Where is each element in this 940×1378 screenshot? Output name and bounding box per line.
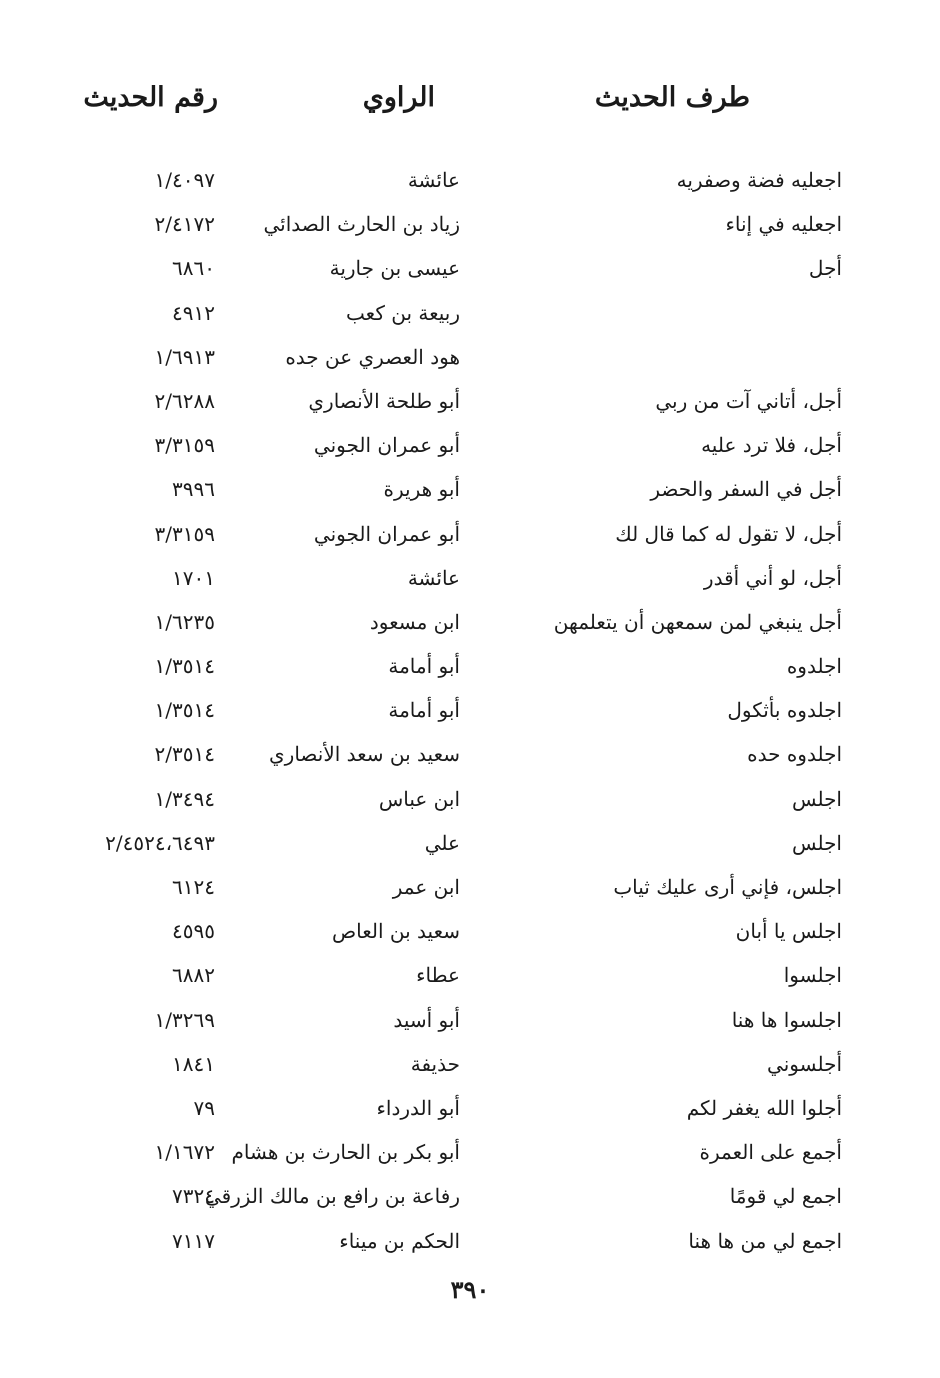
narrator: ابن مسعود	[369, 609, 460, 634]
table-row	[0, 1044, 940, 1088]
page-number: ٣٩٠	[450, 1275, 490, 1304]
narrator: أبو أسيد	[393, 1007, 460, 1032]
narrator: سعيد بن سعد الأنصاري	[269, 742, 460, 767]
hadith-text: أجل، لا تقول له كما قال لك	[615, 521, 842, 546]
table-row	[0, 734, 940, 778]
narrator: عائشة	[407, 565, 460, 590]
narrator: سعيد بن العاص	[331, 919, 460, 944]
narrator: أبو أمامة	[388, 698, 460, 723]
table-row	[0, 425, 940, 469]
narrator: هود العصري عن جده	[285, 344, 460, 369]
hadith-text: أجلوا الله يغفر لكم	[686, 1095, 842, 1120]
table-row	[0, 690, 940, 734]
hadith-number: ٣/٣١٥٩	[154, 433, 215, 458]
table-row	[0, 204, 940, 248]
table-row	[0, 1176, 940, 1220]
narrator: عطاء	[416, 963, 460, 988]
hadith-number: ١/٦٢٣٥	[154, 609, 215, 634]
hadith-text: أجل	[808, 256, 842, 281]
table-row	[0, 1221, 940, 1265]
hadith-text: اجلدوه	[786, 654, 842, 679]
hadith-number: ٧١١٧	[172, 1228, 215, 1253]
narrator: زياد بن الحارث الصدائي	[263, 212, 460, 237]
hadith-text: أجل، لو أني أقدر	[703, 565, 842, 590]
table-row	[0, 911, 940, 955]
hadith-number: ١/٣٥١٤	[154, 654, 215, 679]
table-row	[0, 867, 940, 911]
hadith-text: أجمع على العمرة	[699, 1140, 842, 1165]
hadith-text: اجمع لي قومًا	[729, 1184, 842, 1209]
narrator: الحكم بن ميناء	[339, 1228, 460, 1253]
hadith-text: اجلس يا أبان	[735, 919, 842, 944]
table-row	[0, 514, 940, 558]
hadith-text: اجعليه فضة وصفريه	[676, 168, 842, 192]
hadith-number: ١٨٤١	[172, 1051, 215, 1076]
hadith-text: اجعليه في إناء	[725, 212, 842, 237]
narrator: ربيعة بن كعب	[346, 300, 460, 325]
table-row	[0, 955, 940, 999]
hadith-number: ٧٣٢٤	[172, 1184, 215, 1209]
hadith-number: ٦٨٦٠	[172, 256, 215, 281]
narrator: عائشة	[407, 168, 460, 192]
hadith-number: ٢/٣٥١٤	[154, 742, 215, 767]
narrator: أبو طلحة الأنصاري	[308, 388, 460, 413]
narrator: رفاعة بن رافع بن مالك الزرقي	[204, 1184, 460, 1209]
table-row	[0, 1088, 940, 1132]
hadith-text: أجل، فلا ترد عليه	[701, 433, 842, 458]
table-row	[0, 337, 940, 381]
index-table	[0, 160, 940, 1265]
table-row	[0, 646, 940, 690]
hadith-number: ١/٣٥١٤	[154, 698, 215, 723]
table-row	[0, 558, 940, 602]
hadith-text: اجمع لي من ها هنا	[688, 1228, 842, 1253]
narrator: ابن عمر	[392, 875, 460, 899]
table-row	[0, 293, 940, 337]
hadith-number: ١/٣٢٦٩	[154, 1007, 215, 1032]
table-row	[0, 469, 940, 513]
table-row	[0, 602, 940, 646]
hadith-text: اجلدوه حده	[747, 742, 842, 767]
narrator: أبو الدرداء	[376, 1095, 460, 1120]
hadith-number: ٢/٦٢٨٨	[154, 388, 215, 413]
narrator: أبو عمران الجوني	[313, 521, 460, 546]
hadith-number: ١/٤٠٩٧	[154, 168, 215, 192]
narrator: أبو أمامة	[388, 654, 460, 679]
hadith-number: ١/٣٤٩٤	[154, 786, 215, 811]
narrator: عيسى بن جارية	[329, 256, 460, 281]
narrator: علي	[424, 830, 460, 855]
hadith-text: اجلس، فإني أرى عليك ثياب	[613, 875, 842, 899]
header-hadith-number: رقم الحديث	[83, 82, 218, 113]
hadith-number: ٤٩١٢	[172, 300, 215, 325]
table-row	[0, 248, 940, 292]
hadith-number: ٧٩	[193, 1095, 215, 1120]
hadith-number: ٤٥٩٥	[172, 919, 215, 944]
narrator: حذيفة	[410, 1051, 460, 1076]
narrator: أبو عمران الجوني	[313, 433, 460, 458]
narrator: ابن عباس	[378, 786, 460, 811]
hadith-number: ٣/٣١٥٩	[154, 521, 215, 546]
hadith-text: أجل، أتاني آت من ربي	[655, 388, 842, 413]
hadith-text: اجلس	[791, 830, 842, 855]
hadith-text: أجل في السفر والحضر	[650, 477, 842, 502]
hadith-text: اجلسوا	[783, 963, 842, 988]
table-header	[0, 82, 940, 132]
hadith-number: ١/١٦٧٢	[154, 1140, 215, 1165]
header-hadith-text: طرف الحديث	[594, 82, 750, 113]
hadith-number: ٦١٢٤	[172, 875, 215, 899]
hadith-text: اجلدوه بأثكول	[727, 698, 842, 723]
narrator: أبو هريرة	[383, 477, 460, 502]
narrator: أبو بكر بن الحارث بن هشام	[231, 1140, 460, 1165]
table-row	[0, 1000, 940, 1044]
table-row	[0, 381, 940, 425]
hadith-number: ١٧٠١	[172, 565, 215, 590]
hadith-number: ٢/٤٥٢٤،٦٤٩٣	[105, 830, 215, 855]
hadith-text: أجلسوني	[767, 1051, 842, 1076]
table-row	[0, 1132, 940, 1176]
table-row	[0, 779, 940, 823]
hadith-text: اجلسوا ها هنا	[731, 1007, 842, 1032]
hadith-number: ٢/٤١٧٢	[154, 212, 215, 237]
table-row	[0, 823, 940, 867]
hadith-number: ٣٩٩٦	[172, 477, 215, 502]
header-narrator: الراوي	[362, 82, 435, 113]
hadith-number: ٦٨٨٢	[172, 963, 215, 988]
table-row	[0, 160, 940, 204]
hadith-text: اجلس	[791, 786, 842, 811]
hadith-text: أجل ينبغي لمن سمعهن أن يتعلمهن	[553, 609, 842, 634]
hadith-number: ١/٦٩١٣	[154, 344, 215, 369]
